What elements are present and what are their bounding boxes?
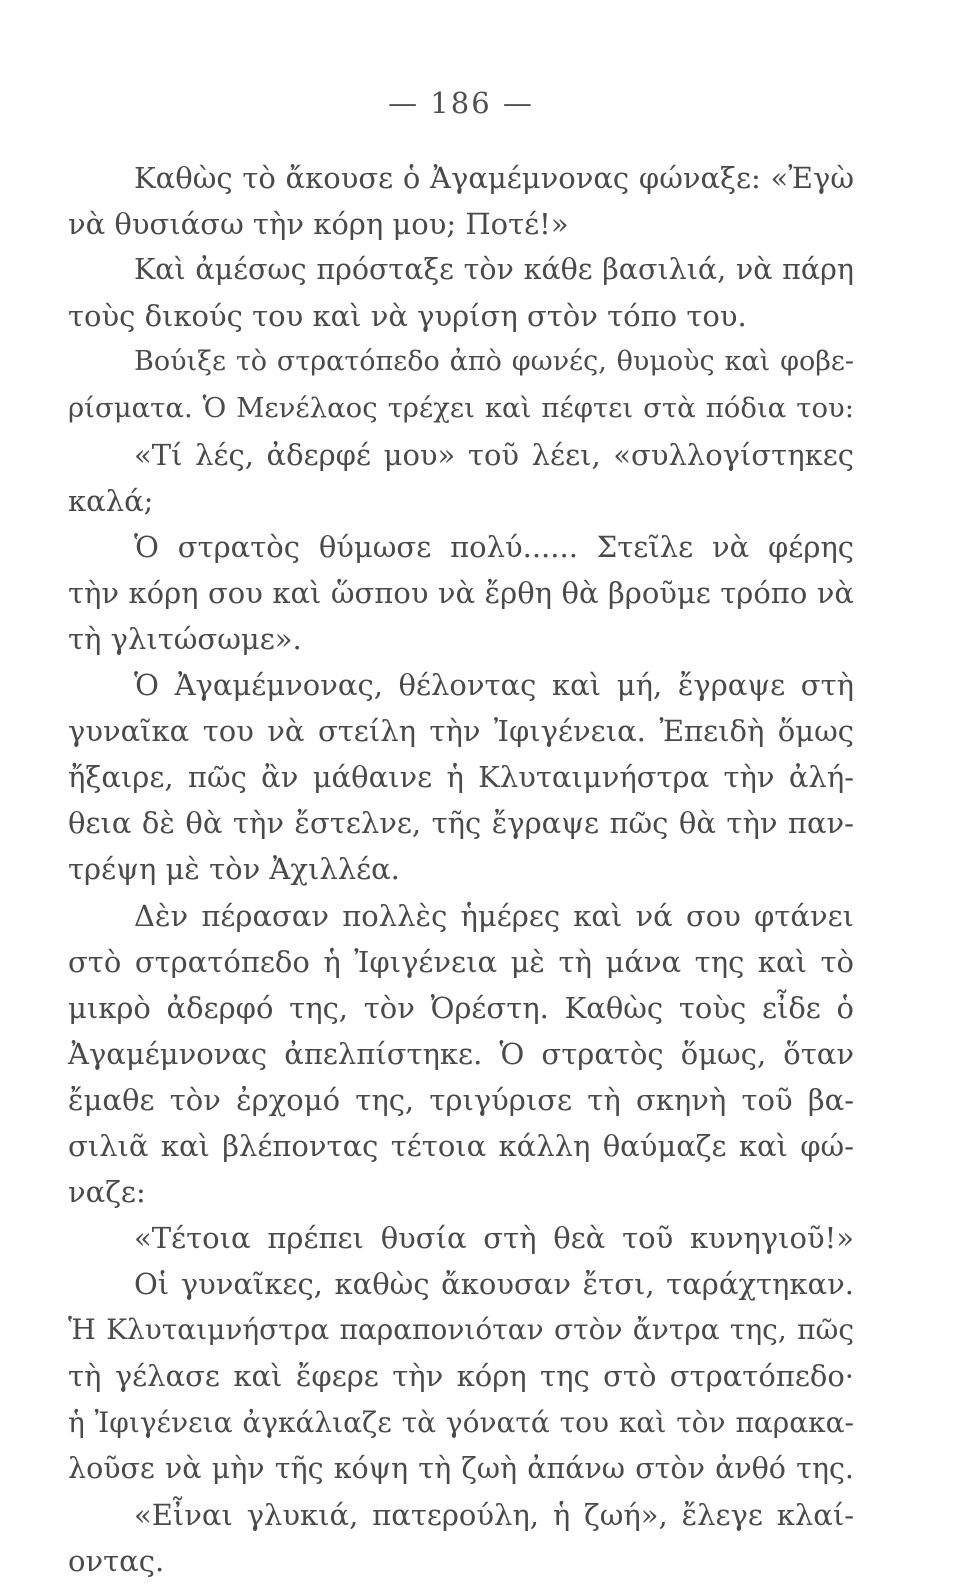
text-line: θεια δὲ θὰ τὴν ἔστελνε, τῆς ἔγραψε πῶς θὰ τὴν παν- [68, 806, 854, 841]
text-line: λοῦσε νὰ μὴν τῆς κόψη τὴ ζωὴ ἀπάνω στὸν ἀνθό της. [68, 1451, 854, 1485]
text-line: Καὶ ἀμέσως πρόσταξε τὸν κάθε βασιλιά, νὰ πάρη [134, 253, 854, 287]
text-line: «Τί λές, ἀδερφέ μου» τοῦ λέει, «συλλογίστηκες [134, 437, 854, 472]
text-line: ναζε: [68, 1175, 146, 1210]
text-line: Ἡ Κλυταιμνήστρα παραπονιόταν στὸν ἄντρα της, πῶς [68, 1313, 854, 1347]
text-line: Ὁ στρατὸς θύμωσε πολύ...... Στεῖλε νὰ φέρης [134, 529, 854, 564]
text-line: νὰ θυσιάσω τὴν κόρη μου; Ποτέ!» [68, 207, 569, 242]
text-line: ἡ Ἰφιγένεια ἀγκάλιαζε τὰ γόνατά του καὶ τὸν παρακα- [68, 1405, 854, 1439]
text-line: Ὁ Ἀγαμέμνονας, θέλοντας καὶ μή, ἔγραψε στὴ [134, 668, 854, 703]
text-line: στὸ στρατόπεδο ἡ Ἰφιγένεια μὲ τὴ μάνα της καὶ τὸ [68, 944, 854, 979]
text-line: σιλιᾶ καὶ βλέποντας τέτοια κάλλη θαύμαζε καὶ φώ- [68, 1128, 854, 1163]
text-line: τρέψη μὲ τὸν Ἀχιλλέα. [68, 852, 400, 887]
text-line: ἤξαιρε, πῶς ἂν μάθαινε ἡ Κλυταιμνήστρα τὴν ἀλή- [68, 760, 854, 795]
page-number: — 186 — [388, 86, 534, 120]
text-line: τὴ γλιτώσωμε». [68, 621, 302, 656]
text-line: Δὲν πέρασαν πολλὲς ἡμέρες καὶ νά σου φτάνει [134, 898, 854, 933]
text-line: «Τέτοια πρέπει θυσία στὴ θεὰ τοῦ κυνηγιοῦ!» [134, 1221, 854, 1256]
text-line: τοὺς δικούς του καὶ νὰ γυρίση στὸν τόπο του. [68, 299, 747, 334]
text-line: Οἱ γυναῖκες, καθὼς ἄκουσαν ἔτσι, ταράχτηκαν. [134, 1267, 854, 1302]
text-line: Βούιξε τὸ στρατόπεδο ἀπὸ φωνές, θυμοὺς καὶ φοβε- [134, 346, 854, 378]
text-line: τὴ γέλασε καὶ ἔφερε τὴν κόρη της στὸ στρατόπεδο· [68, 1359, 854, 1394]
text-line: καλά; [68, 483, 154, 518]
body-text [68, 155, 854, 1584]
text-line: ἔμαθε τὸν ἐρχομό της, τριγύρισε τὴ σκηνὴ τοῦ βα- [68, 1082, 854, 1117]
text-line: Ἀγαμέμνονας ἀπελπίστηκε. Ὁ στρατὸς ὅμως, ὅταν [68, 1036, 854, 1071]
text-line: Καθὼς τὸ ἄκουσε ὁ Ἀγαμέμνονας φώναξε: «Ἐγὼ [134, 161, 854, 195]
text-line: τὴν κόρη σου καὶ ὥσπου νὰ ἔρθη θὰ βροῦμε τρόπο νὰ [68, 575, 854, 610]
text-line: «Εἶναι γλυκιά, πατερούλη, ἡ ζωή», ἔλεγε κλαί- [134, 1497, 854, 1532]
text-line: γυναῖκα του νὰ στείλη τὴν Ἰφιγένεια. Ἐπειδὴ ὅμως [68, 714, 854, 749]
text-line: οντας. [68, 1543, 165, 1578]
text-line: ρίσματα. Ὁ Μενέλαος τρέχει καὶ πέφτει στὰ πόδια του: [68, 392, 854, 425]
text-line: μικρὸ ἀδερφό της, τὸν Ὀρέστη. Καθὼς τοὺς εἶδε ὁ [68, 990, 854, 1025]
